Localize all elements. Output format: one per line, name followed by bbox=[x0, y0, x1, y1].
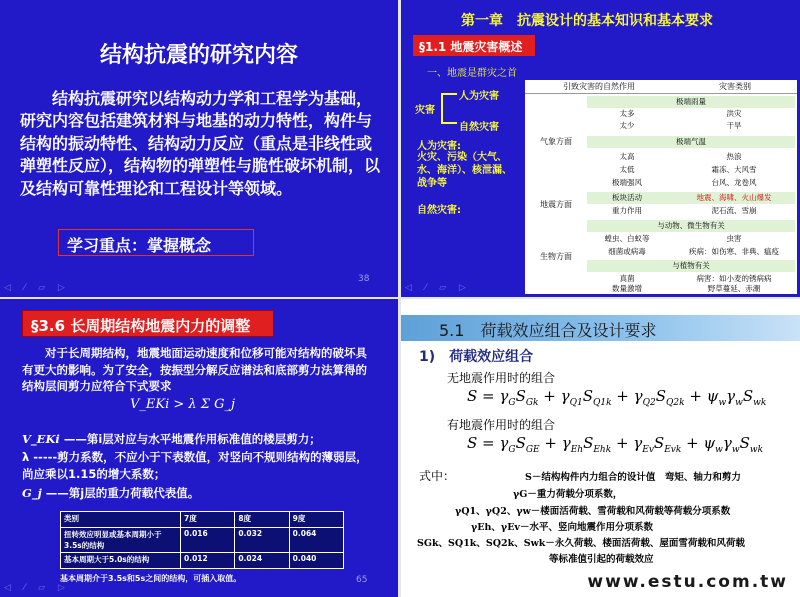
definition-line: γEh、γEv－水平、竖向地震作用分项系数 bbox=[471, 522, 653, 533]
category-quake: 地震方面 bbox=[540, 200, 572, 209]
interpolation-note: 基本周期介于3.5s和5s之间的结构，可插入取值。 bbox=[60, 574, 242, 583]
table-row: 太高 热浪 bbox=[619, 152, 742, 161]
table-cell: 0.016 bbox=[181, 528, 235, 553]
table-row: 与动物、微生物有关 bbox=[587, 220, 795, 232]
definition-line: SGk、SQ1k、SQ2k、Swk－永久荷载、楼面活荷载、屋面雪荷载和风荷载 bbox=[417, 538, 745, 549]
table-cell: 扭转效应明显或基本周期小于3.5s的结构 bbox=[61, 528, 181, 553]
bracket-top bbox=[441, 93, 457, 95]
category-bio: 生物方面 bbox=[540, 252, 572, 261]
table-row: 板块活动 地震、海啸、火山爆发 bbox=[587, 192, 795, 204]
key-point-box: 学习重点：掌握概念 bbox=[58, 229, 254, 256]
slide4-heading: 5.1 荷载效应组合及设计要求 bbox=[439, 321, 657, 340]
shear-formula: V_EKi > λ Σ G_j bbox=[130, 397, 236, 412]
no-quake-equation: $S = \gamma_GS_{Gk} + \gamma_{Q1}S_{Q1k} + \gamma_{Q2}S_{Q2k} + \psi_w\gamma_wS_{wk}$ bbox=[467, 387, 767, 408]
v-definition: V_EKi ——第i层对应与水平地震作用标准值的楼层剪力； bbox=[22, 432, 321, 446]
slide1-nav-icons[interactable]: ◁ ⁄ ▱ ▷ bbox=[4, 283, 70, 293]
table-row: 极端强风 台风、龙卷风 bbox=[612, 178, 757, 187]
slide-research-content bbox=[0, 0, 398, 297]
table-row: 数量激增 野草蔓延、赤潮 bbox=[612, 284, 761, 293]
lambda-definition: λ -----剪力系数，不应小于下表数值，对竖向不规则结构的薄弱层，尚应乘以1.15的增大系数； bbox=[22, 450, 368, 481]
slide1-title: 结构抗震的研究内容 bbox=[99, 43, 298, 68]
table-cell: 0.012 bbox=[181, 553, 235, 569]
natural-label: 自然灾害: bbox=[417, 205, 461, 216]
slide-long-period-adjust bbox=[0, 299, 398, 597]
table-header: 7度 bbox=[181, 512, 235, 528]
table-row bbox=[61, 528, 344, 553]
intro-paragraph: 对于长周期结构，地震地面运动速度和位移可能对结构的破坏具有更大的影响。为了安全，按振型分解反应谱法和底部剪力法算得的结构层间剪力应符合下式要求 bbox=[22, 346, 367, 394]
table-row: 太低 霜冻、大风雪 bbox=[619, 165, 757, 174]
slide1-page-number: 38 bbox=[358, 274, 370, 284]
table-row: 与植物有关 bbox=[587, 260, 795, 272]
slide3-nav-icons[interactable]: ◁ ⁄ ▱ ▷ bbox=[4, 583, 70, 593]
table-row: 重力作用 泥石流、雪崩 bbox=[612, 206, 757, 215]
section-badge: §3.6 长周期结构地震内力的调整 bbox=[22, 310, 274, 337]
table-cell: 0.064 bbox=[289, 528, 343, 553]
table-row: 蝗虫、白蚁等 虫害 bbox=[604, 234, 742, 243]
with-quake-equation: $S = \gamma_GS_{GE} + \gamma_{Eh}S_{Ehk} + \gamma_{Ev}S_{Evk} + \psi_w\gamma_wS_{wk}$ bbox=[467, 434, 764, 455]
definition-line: γG－重力荷载分项系数， bbox=[513, 489, 623, 500]
g-definition: G_j ——第j层的重力荷载代表值。 bbox=[22, 486, 200, 500]
human-disaster: 人为灾害 bbox=[459, 91, 499, 102]
subheading: 一、地震是群灾之首 bbox=[427, 68, 517, 79]
table-row: 极端雨量 bbox=[587, 96, 795, 108]
disaster-table bbox=[525, 80, 797, 294]
table-cell: 0.040 bbox=[289, 553, 343, 569]
definition-line: γQ1、γQ2、γw－楼面活荷载、雪荷载和风荷载等荷载分项系数 bbox=[455, 506, 731, 517]
table-row: 太多 洪灾 bbox=[619, 109, 742, 118]
table-cell: 0.032 bbox=[235, 528, 289, 553]
watermark: www.estu.com.tw bbox=[587, 572, 788, 592]
table-row: 真菌 病害：如小麦的锈病病 bbox=[619, 274, 772, 283]
slide3-page-number: 65 bbox=[356, 575, 368, 585]
table-cell: 0.024 bbox=[235, 553, 289, 569]
table-row bbox=[61, 512, 344, 528]
table-header: 8度 bbox=[235, 512, 289, 528]
category-meteo: 气象方面 bbox=[540, 137, 572, 146]
slide1-body-text: 结构抗震研究以结构动力学和工程学为基础，研究内容包括建筑材料与地基的动力特性，构件与结构的振动特性、结构动力反应（重点是非线性或弹塑性反应），结构物的弹塑性与脆性破坏机制，以及结构可靠性理论和工程设计等领域。 bbox=[20, 89, 381, 198]
no-quake-label: 无地震作用时的组合 bbox=[447, 371, 556, 385]
natural-disaster: 自然灾害 bbox=[459, 122, 499, 133]
table-header: 引致灾害的自然作用 bbox=[525, 80, 673, 94]
table-header: 类别 bbox=[61, 512, 181, 528]
table-row: 细菌或病毒 疾病：如伤寒、非典、瘟疫 bbox=[608, 247, 779, 256]
human-label: 人为灾害: bbox=[417, 141, 461, 152]
table-row bbox=[61, 553, 344, 569]
where-label: 式中： bbox=[419, 469, 456, 483]
table-header: 灾害类别 bbox=[673, 80, 797, 94]
slide-earthquake-disaster bbox=[401, 0, 800, 297]
disaster-label: 灾害 bbox=[415, 105, 435, 116]
slide2-nav-icons[interactable]: ◁ ⁄ ▱ ▷ bbox=[405, 283, 471, 293]
shear-coefficient-table bbox=[60, 511, 344, 569]
bracket-line bbox=[441, 93, 443, 123]
definition-line: S－结构构件内力组合的设计值 弯矩、轴力和剪力 bbox=[525, 472, 741, 483]
table-header: 9度 bbox=[289, 512, 343, 528]
bracket-bottom bbox=[441, 122, 457, 124]
table-row: 太少 干旱 bbox=[619, 121, 742, 130]
human-list: 火灾、污染（大气、水、海洋）、核泄漏、战争等 bbox=[417, 152, 512, 189]
definition-line: 等标准值引起的荷载效应 bbox=[549, 554, 654, 565]
chapter-title: 第一章 抗震设计的基本知识和基本要求 bbox=[461, 13, 713, 29]
table-row: 极端气温 bbox=[587, 136, 795, 148]
with-quake-label: 有地震作用时的组合 bbox=[447, 418, 556, 432]
section-badge: §1.1 地震灾害概述 bbox=[413, 35, 535, 56]
slide-load-combination bbox=[401, 299, 800, 597]
slide4-subheading: 1) 荷载效应组合 bbox=[419, 349, 534, 365]
table-cell: 基本周期大于5.0s的结构 bbox=[61, 553, 181, 569]
